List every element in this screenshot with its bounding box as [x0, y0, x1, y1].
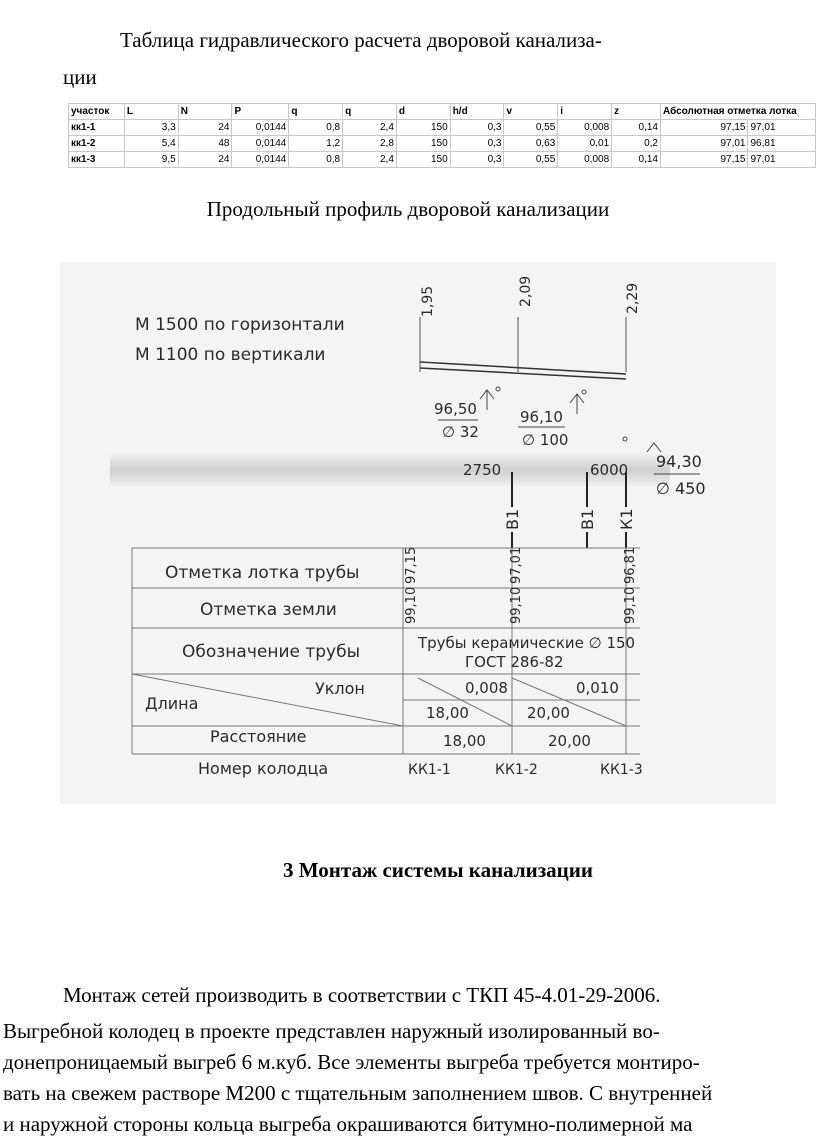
- well-label-2: КК1-2: [495, 762, 538, 778]
- header-cell: d: [396, 104, 450, 120]
- table-cell: кк1-2: [69, 136, 125, 152]
- line-label-b1-b: В1: [578, 508, 597, 530]
- profile-title: Продольный профиль дворовой канализации: [206, 197, 610, 221]
- table-cell: 0,55: [504, 152, 558, 168]
- row-label-tray: Отметка лотка трубы: [165, 563, 360, 583]
- header-cell: N: [178, 104, 232, 120]
- table-cell: 0,2: [612, 136, 661, 152]
- slope-value-2: 0,010: [576, 679, 619, 697]
- table-cell: 0,8: [289, 120, 343, 136]
- scale-vertical-label: М 1100 по вертикали: [135, 345, 326, 365]
- header-cell: q: [289, 104, 343, 120]
- pipe-marker-arrows: [480, 387, 661, 452]
- row-label-pipe: Обозначение трубы: [182, 642, 361, 662]
- ground-mark-3: 99,10: [623, 586, 638, 624]
- paragraph-line: вать на свежем растворе М200 с тщательным заполнением швов. С внутренней: [3, 1081, 713, 1105]
- ground-mark-2: 99,10: [509, 586, 524, 624]
- header-cell: Абсолютная отметка лотка: [660, 104, 815, 120]
- table-cell: 0,01: [558, 136, 612, 152]
- row-label-slope: Уклон: [315, 679, 365, 698]
- table-cell: 3,3: [124, 120, 178, 136]
- table-cell: 2,4: [343, 120, 397, 136]
- distance-value-1: 18,00: [443, 732, 486, 750]
- pipe1-mark: 96,50: [434, 400, 477, 418]
- table-cell: 48: [178, 136, 232, 152]
- pipe3-mark: 94,30: [656, 452, 702, 471]
- paragraph-cesspool: [3, 1016, 813, 1140]
- ground-surface-line: [420, 362, 626, 379]
- table-cell: 150: [396, 136, 450, 152]
- distance-label-1: 2750: [463, 461, 502, 479]
- table-cell: 0,8: [289, 152, 343, 168]
- slope-value-1: 0,008: [465, 679, 508, 697]
- tray-mark-2: 97,01: [509, 546, 524, 584]
- table-cell: 9,5: [124, 152, 178, 168]
- depth-label-3: 2,29: [625, 282, 641, 314]
- table-cell: кк1-3: [69, 152, 125, 168]
- table-cell: 97,15: [660, 120, 748, 136]
- header-cell: P: [232, 104, 289, 120]
- table-cell: 97,15: [660, 152, 748, 168]
- line-label-b1-a: В1: [503, 508, 522, 530]
- table-cell: 0,55: [504, 120, 558, 136]
- table-cell: 97,01: [748, 120, 816, 136]
- table-cell: 0,0144: [232, 136, 289, 152]
- pipe2-mark: 96,10: [520, 408, 563, 426]
- row-label-ground: Отметка земли: [200, 600, 337, 620]
- header-cell: h/d: [450, 104, 504, 120]
- pipe-text-line2: ГОСТ 286-82: [465, 653, 564, 671]
- table-cell: 0,0144: [232, 152, 289, 168]
- pipe3-diameter: ∅ 450: [656, 479, 706, 498]
- table-cell: 0,63: [504, 136, 558, 152]
- header-cell: q: [343, 104, 397, 120]
- table-cell: 150: [396, 120, 450, 136]
- table-row: [69, 136, 816, 152]
- depth-label-1: 1,95: [420, 285, 436, 317]
- tray-mark-1: 97,15: [404, 546, 419, 584]
- distance-value-2: 20,00: [548, 732, 591, 750]
- table-cell: 24: [178, 152, 232, 168]
- paragraph-standard: Монтаж сетей производить в соответствии с ТКП 45-4.01-29-2006.: [63, 983, 661, 1007]
- ground-mark-1: 99,10: [404, 586, 419, 624]
- line-label-k1: К1: [617, 508, 636, 530]
- table-cell: 0,3: [450, 136, 504, 152]
- header-cell: участок: [69, 104, 125, 120]
- table-cell: 0,008: [558, 152, 612, 168]
- table-cell: 2,4: [343, 152, 397, 168]
- well-label-3: КК1-3: [600, 762, 643, 778]
- header-cell: L: [124, 104, 178, 120]
- hydraulic-calc-table: [68, 103, 816, 168]
- table-cell: 0,3: [450, 152, 504, 168]
- table-title-line1: Таблица гидравлического расчета дворовой канализа-: [120, 28, 602, 52]
- table-cell: 97,01: [748, 152, 816, 168]
- depth-label-2: 2,09: [518, 275, 534, 307]
- length-value-2: 20,00: [527, 704, 570, 722]
- header-cell: z: [612, 104, 661, 120]
- table-cell: 0,008: [558, 120, 612, 136]
- distance-label-2: 6000: [590, 461, 629, 479]
- row-label-distance: Расстояние: [210, 727, 307, 746]
- table-cell: 96,81: [748, 136, 816, 152]
- well-label-1: КК1-1: [408, 762, 451, 778]
- paragraph-line: Выгребной колодец в проекте представлен наружный изолированный во-: [3, 1019, 660, 1043]
- table-cell: 0,14: [612, 120, 661, 136]
- table-row: [69, 152, 816, 168]
- tray-mark-3: 96,81: [623, 546, 638, 584]
- sewer-profile-drawing: [60, 262, 776, 804]
- pipe2-diameter: ∅ 100: [522, 431, 569, 449]
- row-label-length: Длина: [145, 694, 199, 713]
- table-cell: 150: [396, 152, 450, 168]
- table-cell: 0,0144: [232, 120, 289, 136]
- table-cell: кк1-1: [69, 120, 125, 136]
- pipe1-diameter: ∅ 32: [442, 423, 479, 441]
- table-cell: 0,14: [612, 152, 661, 168]
- header-cell: i: [558, 104, 612, 120]
- table-title-line2: ции: [63, 65, 97, 89]
- scale-horizontal-label: М 1500 по горизонтали: [135, 315, 345, 335]
- paragraph-line: и наружной стороны кольца выгреба окрашиваются битумно-полимерной ма: [3, 1112, 693, 1136]
- table-row: [69, 120, 816, 136]
- section-heading: 3 Монтаж системы канализации: [283, 858, 593, 882]
- table-header-row: [69, 104, 816, 120]
- profile-svg: [60, 262, 776, 804]
- table-cell: 0,3: [450, 120, 504, 136]
- length-value-1: 18,00: [426, 704, 469, 722]
- table-cell: 2,8: [343, 136, 397, 152]
- row-label-well: Номер колодца: [198, 759, 329, 778]
- table-cell: 97,01: [660, 136, 748, 152]
- table-cell: 24: [178, 120, 232, 136]
- header-cell: v: [504, 104, 558, 120]
- paragraph-line: донепроницаемый выгреб 6 м.куб. Все элементы выгреба требуется монтиро-: [3, 1050, 700, 1074]
- table-cell: 1,2: [289, 136, 343, 152]
- table-cell: 5,4: [124, 136, 178, 152]
- pipe-text-line1: Трубы керамические ∅ 150: [418, 634, 636, 652]
